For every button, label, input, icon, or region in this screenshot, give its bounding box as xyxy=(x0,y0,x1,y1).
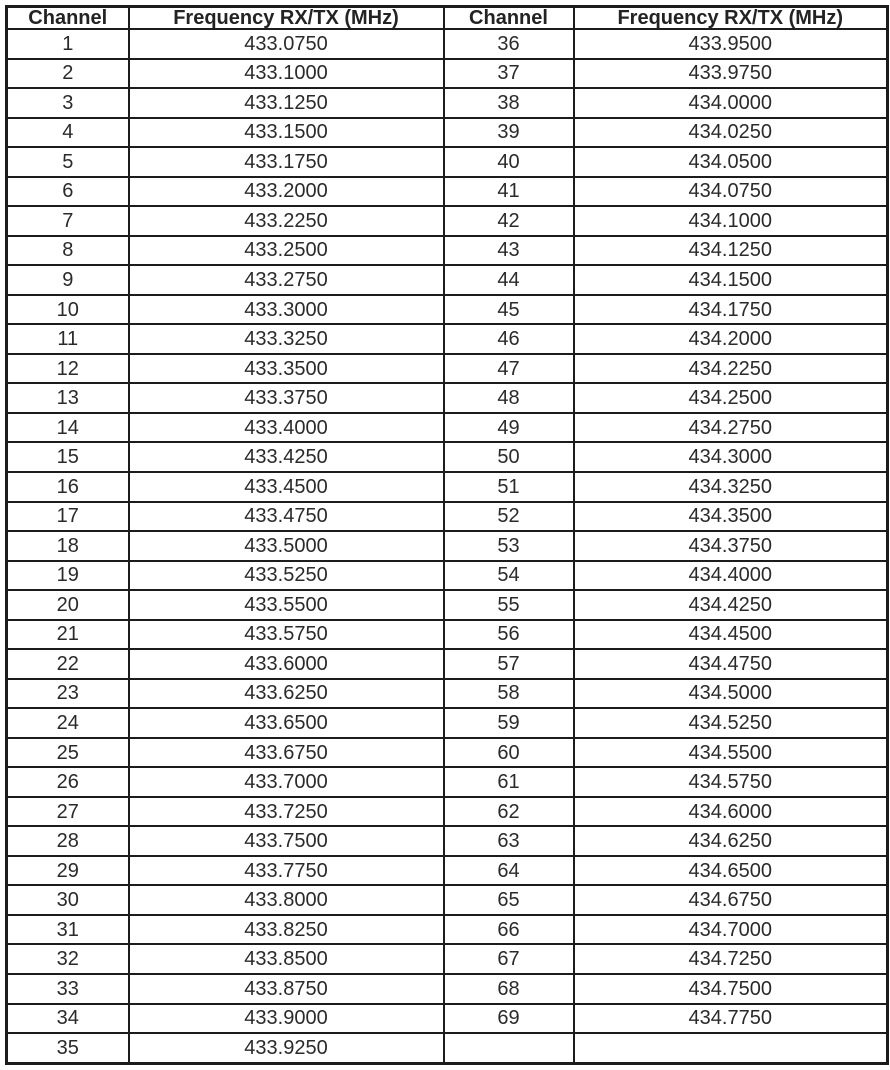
channel-cell-right: 46 xyxy=(444,324,574,354)
channel-cell-left: 29 xyxy=(7,856,129,886)
channel-cell-right: 63 xyxy=(444,826,574,856)
frequency-cell-left: 433.5750 xyxy=(129,620,444,650)
table-row xyxy=(7,354,888,384)
channel-cell-left: 9 xyxy=(7,265,129,295)
frequency-cell-left: 433.8750 xyxy=(129,974,444,1004)
frequency-cell-left: 433.7000 xyxy=(129,767,444,797)
frequency-cell-left: 433.8000 xyxy=(129,885,444,915)
frequency-cell-right: 434.3000 xyxy=(574,442,888,472)
frequency-cell-right: 434.0500 xyxy=(574,147,888,177)
frequency-cell-left: 433.2500 xyxy=(129,236,444,266)
table-row xyxy=(7,88,888,118)
channel-cell-right: 61 xyxy=(444,767,574,797)
channel-cell-left: 1 xyxy=(7,29,129,59)
frequency-cell-right: 434.2250 xyxy=(574,354,888,384)
channel-cell-right: 41 xyxy=(444,177,574,207)
frequency-cell-right: 434.7250 xyxy=(574,944,888,974)
frequency-cell-left: 433.1500 xyxy=(129,118,444,148)
frequency-cell-left: 433.6750 xyxy=(129,738,444,768)
frequency-cell-right xyxy=(574,1033,888,1063)
channel-cell-right: 65 xyxy=(444,885,574,915)
channel-cell-right: 48 xyxy=(444,383,574,413)
frequency-cell-left: 433.3000 xyxy=(129,295,444,325)
channel-cell-right: 55 xyxy=(444,590,574,620)
channel-cell-left: 17 xyxy=(7,502,129,532)
header-row xyxy=(7,7,888,30)
table-row xyxy=(7,767,888,797)
table-row xyxy=(7,649,888,679)
table-row xyxy=(7,442,888,472)
channel-cell-right: 68 xyxy=(444,974,574,1004)
frequency-cell-left: 433.6500 xyxy=(129,708,444,738)
channel-cell-right: 52 xyxy=(444,502,574,532)
channel-cell-left: 20 xyxy=(7,590,129,620)
frequency-cell-left: 433.0750 xyxy=(129,29,444,59)
header-frequency-right: Frequency RX/TX (MHz) xyxy=(574,7,888,30)
channel-cell-left: 26 xyxy=(7,767,129,797)
frequency-cell-right: 434.1000 xyxy=(574,206,888,236)
table-row xyxy=(7,177,888,207)
channel-cell-right: 37 xyxy=(444,59,574,89)
channel-cell-left: 16 xyxy=(7,472,129,502)
frequency-cell-right: 434.0750 xyxy=(574,177,888,207)
channel-cell-right: 60 xyxy=(444,738,574,768)
frequency-cell-right: 434.6750 xyxy=(574,885,888,915)
channel-cell-left: 30 xyxy=(7,885,129,915)
frequency-cell-right: 434.3250 xyxy=(574,472,888,502)
channel-cell-left: 4 xyxy=(7,118,129,148)
header-frequency-left: Frequency RX/TX (MHz) xyxy=(129,7,444,30)
channel-cell-left: 27 xyxy=(7,797,129,827)
frequency-cell-left: 433.7250 xyxy=(129,797,444,827)
channel-cell-left: 34 xyxy=(7,1004,129,1034)
header-channel-left: Channel xyxy=(7,7,129,30)
table-row xyxy=(7,974,888,1004)
frequency-cell-right: 434.7000 xyxy=(574,915,888,945)
frequency-cell-left: 433.1000 xyxy=(129,59,444,89)
channel-cell-right: 39 xyxy=(444,118,574,148)
table-row xyxy=(7,944,888,974)
frequency-cell-right: 434.5000 xyxy=(574,679,888,709)
frequency-cell-left: 433.6250 xyxy=(129,679,444,709)
channel-cell-right: 38 xyxy=(444,88,574,118)
channel-cell-left: 14 xyxy=(7,413,129,443)
frequency-cell-left: 433.8500 xyxy=(129,944,444,974)
frequency-cell-right: 434.6250 xyxy=(574,826,888,856)
frequency-cell-left: 433.7500 xyxy=(129,826,444,856)
table-row xyxy=(7,826,888,856)
table-row xyxy=(7,679,888,709)
frequency-cell-left: 433.2250 xyxy=(129,206,444,236)
channel-cell-right: 66 xyxy=(444,915,574,945)
frequency-cell-right: 434.4250 xyxy=(574,590,888,620)
frequency-cell-left: 433.4250 xyxy=(129,442,444,472)
table-row xyxy=(7,915,888,945)
channel-cell-left: 3 xyxy=(7,88,129,118)
channel-cell-left: 31 xyxy=(7,915,129,945)
frequency-cell-left: 433.3500 xyxy=(129,354,444,384)
table-row xyxy=(7,885,888,915)
frequency-cell-left: 433.3250 xyxy=(129,324,444,354)
channel-cell-right: 69 xyxy=(444,1004,574,1034)
channel-cell-right: 50 xyxy=(444,442,574,472)
frequency-cell-left: 433.5000 xyxy=(129,531,444,561)
channel-cell-right: 57 xyxy=(444,649,574,679)
channel-cell-right: 67 xyxy=(444,944,574,974)
frequency-cell-right: 434.6500 xyxy=(574,856,888,886)
frequency-cell-left: 433.5500 xyxy=(129,590,444,620)
table-row xyxy=(7,738,888,768)
channel-cell-left: 21 xyxy=(7,620,129,650)
frequency-cell-right: 434.6000 xyxy=(574,797,888,827)
channel-cell-left: 2 xyxy=(7,59,129,89)
header-channel-right: Channel xyxy=(444,7,574,30)
channel-cell-left: 7 xyxy=(7,206,129,236)
table-row xyxy=(7,590,888,620)
channel-cell-left: 12 xyxy=(7,354,129,384)
channel-cell-left: 33 xyxy=(7,974,129,1004)
channel-cell-right: 58 xyxy=(444,679,574,709)
table-row xyxy=(7,383,888,413)
channel-cell-right: 45 xyxy=(444,295,574,325)
table-row xyxy=(7,206,888,236)
table-row xyxy=(7,324,888,354)
channel-cell-left: 8 xyxy=(7,236,129,266)
frequency-cell-right: 434.7500 xyxy=(574,974,888,1004)
channel-cell-left: 25 xyxy=(7,738,129,768)
channel-cell-left: 18 xyxy=(7,531,129,561)
channel-cell-right: 36 xyxy=(444,29,574,59)
table-row xyxy=(7,29,888,59)
channel-cell-left: 22 xyxy=(7,649,129,679)
table-row xyxy=(7,295,888,325)
table-row xyxy=(7,147,888,177)
channel-cell-left: 28 xyxy=(7,826,129,856)
channel-cell-right: 51 xyxy=(444,472,574,502)
table-row xyxy=(7,118,888,148)
frequency-cell-left: 433.6000 xyxy=(129,649,444,679)
channel-cell-right: 56 xyxy=(444,620,574,650)
frequency-cell-right: 434.1250 xyxy=(574,236,888,266)
channel-cell-left: 24 xyxy=(7,708,129,738)
table-row xyxy=(7,797,888,827)
channel-cell-right: 49 xyxy=(444,413,574,443)
frequency-cell-left: 433.1750 xyxy=(129,147,444,177)
channel-cell-left: 32 xyxy=(7,944,129,974)
table-row xyxy=(7,620,888,650)
channel-cell-right: 47 xyxy=(444,354,574,384)
frequency-cell-right: 433.9750 xyxy=(574,59,888,89)
frequency-cell-right: 434.4500 xyxy=(574,620,888,650)
table-row xyxy=(7,708,888,738)
frequency-cell-right: 434.4750 xyxy=(574,649,888,679)
frequency-cell-right: 434.1500 xyxy=(574,265,888,295)
table-row xyxy=(7,561,888,591)
channel-cell-right xyxy=(444,1033,574,1063)
channel-table-body xyxy=(7,29,888,1064)
frequency-cell-right: 434.3500 xyxy=(574,502,888,532)
channel-cell-left: 15 xyxy=(7,442,129,472)
frequency-cell-right: 434.0250 xyxy=(574,118,888,148)
table-row xyxy=(7,472,888,502)
table-row xyxy=(7,265,888,295)
frequency-cell-left: 433.1250 xyxy=(129,88,444,118)
table-row xyxy=(7,531,888,561)
frequency-cell-left: 433.8250 xyxy=(129,915,444,945)
frequency-cell-right: 434.1750 xyxy=(574,295,888,325)
channel-cell-right: 44 xyxy=(444,265,574,295)
frequency-cell-right: 434.5250 xyxy=(574,708,888,738)
channel-cell-right: 54 xyxy=(444,561,574,591)
frequency-cell-left: 433.4500 xyxy=(129,472,444,502)
frequency-cell-right: 434.0000 xyxy=(574,88,888,118)
channel-cell-left: 35 xyxy=(7,1033,129,1063)
frequency-cell-left: 433.3750 xyxy=(129,383,444,413)
channel-cell-right: 40 xyxy=(444,147,574,177)
channel-cell-left: 6 xyxy=(7,177,129,207)
table-row xyxy=(7,413,888,443)
channel-cell-left: 13 xyxy=(7,383,129,413)
channel-cell-right: 62 xyxy=(444,797,574,827)
frequency-cell-left: 433.9000 xyxy=(129,1004,444,1034)
frequency-cell-right: 434.2750 xyxy=(574,413,888,443)
channel-frequency-table xyxy=(5,5,889,1065)
table-row xyxy=(7,59,888,89)
frequency-cell-right: 434.2500 xyxy=(574,383,888,413)
channel-cell-left: 19 xyxy=(7,561,129,591)
channel-cell-right: 64 xyxy=(444,856,574,886)
table-row xyxy=(7,236,888,266)
table-row xyxy=(7,502,888,532)
table-row xyxy=(7,856,888,886)
channel-cell-right: 59 xyxy=(444,708,574,738)
channel-cell-left: 5 xyxy=(7,147,129,177)
channel-cell-right: 43 xyxy=(444,236,574,266)
frequency-cell-right: 434.5500 xyxy=(574,738,888,768)
table-row xyxy=(7,1033,888,1063)
frequency-cell-right: 434.2000 xyxy=(574,324,888,354)
table-row xyxy=(7,1004,888,1034)
frequency-cell-right: 434.7750 xyxy=(574,1004,888,1034)
frequency-cell-left: 433.5250 xyxy=(129,561,444,591)
frequency-cell-right: 434.3750 xyxy=(574,531,888,561)
frequency-cell-left: 433.4000 xyxy=(129,413,444,443)
channel-cell-left: 11 xyxy=(7,324,129,354)
frequency-cell-left: 433.9250 xyxy=(129,1033,444,1063)
frequency-cell-left: 433.7750 xyxy=(129,856,444,886)
frequency-cell-right: 434.4000 xyxy=(574,561,888,591)
frequency-cell-left: 433.4750 xyxy=(129,502,444,532)
frequency-cell-left: 433.2000 xyxy=(129,177,444,207)
frequency-cell-right: 434.5750 xyxy=(574,767,888,797)
channel-cell-left: 10 xyxy=(7,295,129,325)
frequency-cell-right: 433.9500 xyxy=(574,29,888,59)
channel-cell-right: 42 xyxy=(444,206,574,236)
channel-cell-left: 23 xyxy=(7,679,129,709)
channel-cell-right: 53 xyxy=(444,531,574,561)
frequency-cell-left: 433.2750 xyxy=(129,265,444,295)
